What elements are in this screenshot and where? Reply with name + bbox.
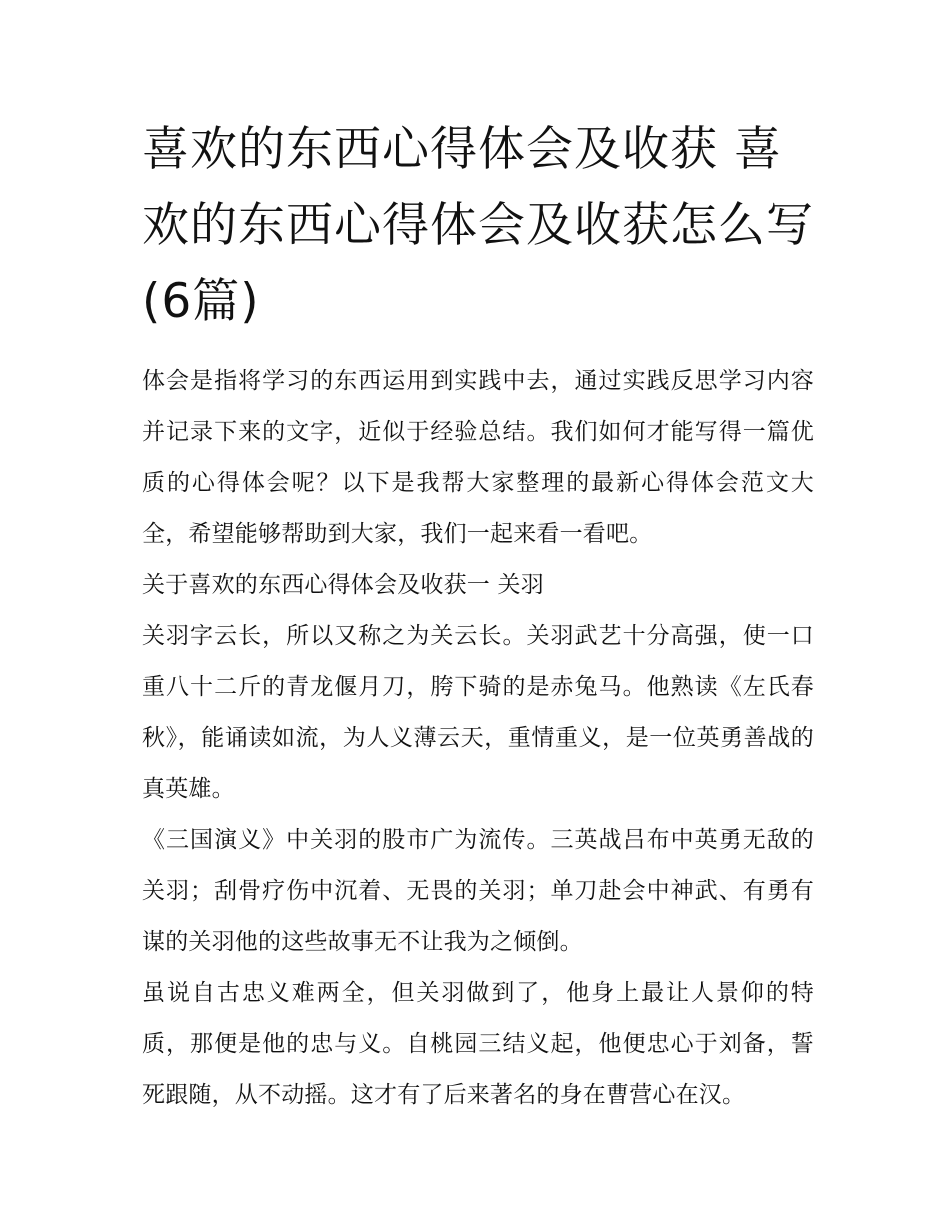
section-heading: 关于喜欢的东西心得体会及收获一 关羽 (142, 572, 544, 598)
document-page (142, 112, 814, 1121)
document-title: 喜欢的东西心得体会及收获 喜欢的东西心得体会及收获怎么写(6篇) (142, 122, 814, 329)
intro-paragraph: 体会是指将学习的东西运用到实践中去，通过实践反思学习内容并记录下来的文字，近似于经验总结。我们如何才能写得一篇优质的心得体会呢？以下是我帮大家整理的最新心得体会范文大全，希望能够帮助到大家，我们一起来看一看吧。 (142, 368, 814, 547)
body-paragraph: 关羽字云长，所以又称之为关云长。关羽武艺十分高强，使一口重八十二斤的青龙偃月刀，胯下骑的是赤兔马。他熟读《左氏春秋》，能诵读如流，为人义薄云天，重情重义，是一位英勇善战的真英雄。 (142, 623, 814, 802)
body-paragraph: 虽说自古忠义难两全，但关羽做到了，他身上最让人景仰的特质，那便是他的忠与义。自桃园三结义起，他便忠心于刘备，誓死跟随，从不动摇。这才有了后来著名的身在曹营心在汉。 (142, 980, 814, 1108)
body-paragraph: 《三国演义》中关羽的股市广为流传。三英战吕布中英勇无敌的关羽；刮骨疗伤中沉着、无畏的关羽；单刀赴会中神武、有勇有谋的关羽他的这些故事无不让我为之倾倒。 (142, 827, 814, 955)
document-body (142, 356, 814, 1121)
